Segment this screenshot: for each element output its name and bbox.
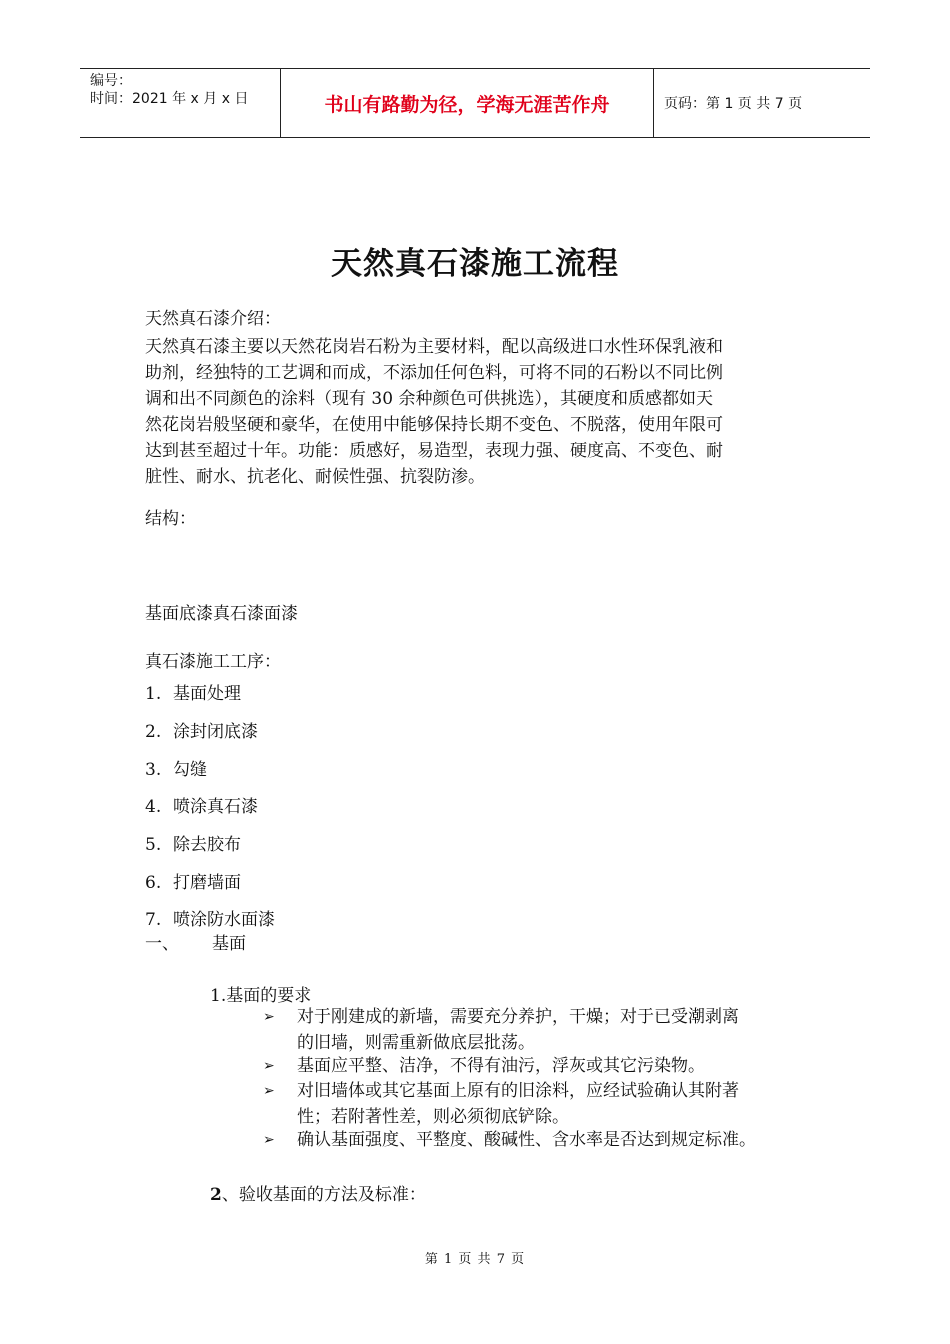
step-text: 喷涂防水面漆: [173, 910, 275, 930]
step-number: 5.: [145, 835, 162, 855]
section-text: 基面: [212, 934, 246, 954]
bullet-line: 确认基面强度、平整度、酸碱性、含水率是否达到规定标准。: [297, 1130, 756, 1150]
step-text: 基面处理: [173, 684, 241, 704]
arrow-bullet-icon: ➢: [263, 1009, 275, 1025]
process-step: [145, 830, 241, 855]
header-motto: 书山有路勤为径，学海无涯苦作舟: [281, 69, 654, 137]
structure-label: 结构：: [145, 509, 196, 529]
time-label: 时间：2021 年 x 月 x 日: [90, 91, 249, 107]
arrow-bullet-icon: ➢: [263, 1058, 275, 1074]
layers-text: 基面底漆真石漆面漆: [145, 604, 298, 624]
step-number: 7.: [145, 910, 162, 930]
step-text: 喷涂真石漆: [173, 797, 258, 817]
subheading-requirements: 1.基面的要求: [210, 986, 312, 1006]
step-number: 1.: [145, 684, 162, 704]
process-step: [145, 868, 241, 893]
step-number: 2.: [145, 722, 162, 742]
intro-heading: 天然真石漆介绍：: [145, 309, 281, 329]
section-number: 一、: [145, 934, 179, 954]
header-meta: [80, 69, 281, 137]
bullet-line: 性；若附著性差，则必须彻底铲除。: [297, 1107, 569, 1127]
intro-line: 助剂，经独特的工艺调和而成，不添加任何色料，可将不同的石粉以不同比例: [145, 363, 723, 383]
step-number: 6.: [145, 873, 162, 893]
header-page-info: 页码：第 1 页 共 7 页: [664, 96, 803, 112]
document-title: 天然真石漆施工流程: [331, 246, 619, 282]
section-heading-1: [145, 929, 246, 954]
step-text: 打磨墙面: [173, 873, 241, 893]
bullet-item: [263, 1127, 756, 1153]
bullet-line: 基面应平整、洁净，不得有油污，浮灰或其它污染物。: [297, 1056, 705, 1076]
process-step: [145, 755, 207, 780]
bullet-line: 对旧墙体或其它基面上原有的旧涂料，应经试验确认其附著: [297, 1081, 739, 1101]
subheading-acceptance: [210, 1180, 426, 1205]
step-text: 勾缝: [173, 760, 207, 780]
intro-paragraph: [145, 334, 800, 490]
step-text: 除去胶布: [173, 835, 241, 855]
page-footer: 第 1 页 共 7 页: [424, 1252, 526, 1267]
process-heading: 真石漆施工工序：: [145, 652, 281, 672]
bullet-line: 的旧墙，则需重新做底层批荡。: [297, 1033, 535, 1053]
process-step: [145, 905, 275, 930]
subheading-number: 2: [210, 1185, 222, 1205]
step-text: 涂封闭底漆: [173, 722, 258, 742]
bullet-item: [263, 1004, 739, 1056]
intro-line: 调和出不同颜色的涂料（现有 30 余种颜色可供挑选），其硬度和质感都如天: [145, 389, 713, 409]
step-number: 4.: [145, 797, 162, 817]
bullet-item: [263, 1053, 705, 1079]
process-step: [145, 679, 241, 704]
arrow-bullet-icon: ➢: [263, 1083, 275, 1099]
intro-line: 天然真石漆主要以天然花岗岩石粉为主要材料，配以高级进口水性环保乳液和: [145, 337, 723, 357]
bullet-item: [263, 1078, 739, 1130]
number-label: 编号：: [90, 73, 132, 89]
intro-line: 脏性、耐水、抗老化、耐候性强、抗裂防渗。: [145, 467, 485, 487]
process-step: [145, 717, 258, 742]
step-number: 3.: [145, 760, 162, 780]
arrow-bullet-icon: ➢: [263, 1132, 275, 1148]
process-step: [145, 792, 258, 817]
bullet-line: 对于刚建成的新墙，需要充分养护，干燥；对于已受潮剥离: [297, 1007, 739, 1027]
subheading-text: 、验收基面的方法及标准：: [221, 1185, 426, 1205]
intro-line: 然花岗岩般坚硬和豪华，在使用中能够保持长期不变色、不脱落，使用年限可: [145, 415, 723, 435]
intro-line: 达到甚至超过十年。功能：质感好，易造型，表现力强、硬度高、不变色、耐: [145, 441, 723, 461]
document-header: [80, 68, 870, 138]
